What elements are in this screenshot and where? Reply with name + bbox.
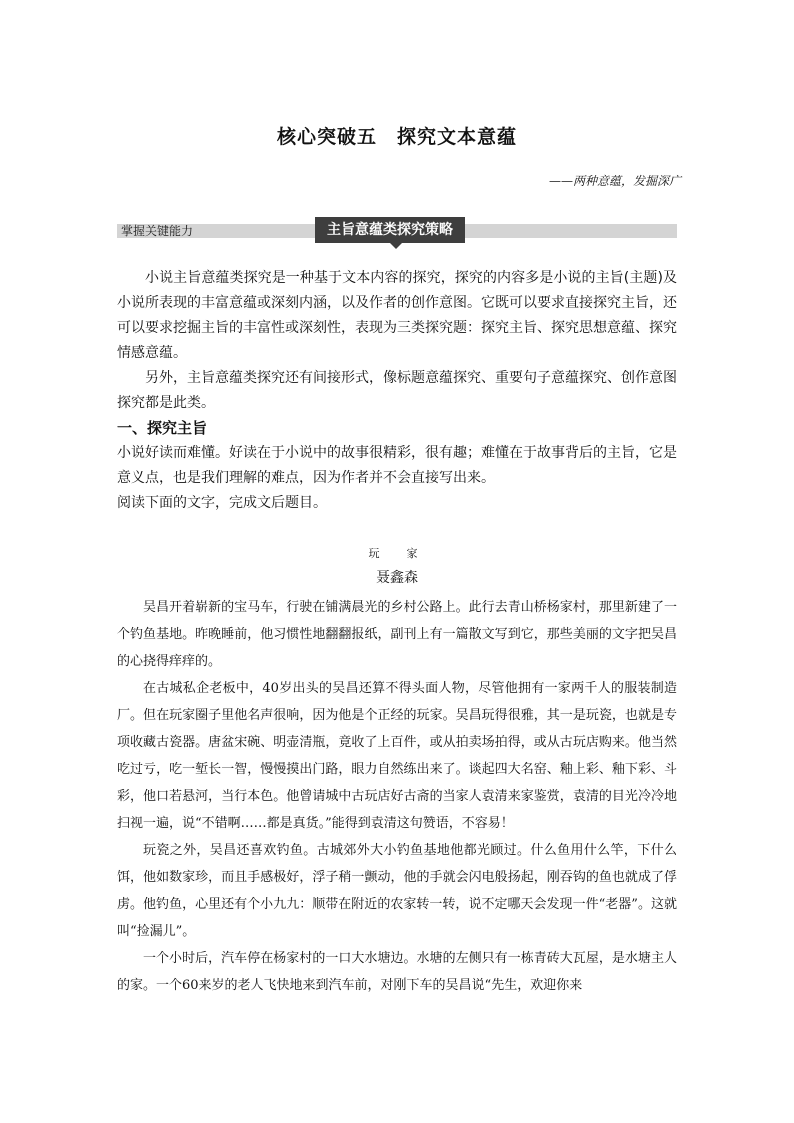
page-subtitle: ——两种意蕴，发掘深广 [548, 174, 681, 188]
story-paragraph: 一个小时后，汽车停在杨家村的一口大水塘边。水塘的左侧只有一栋青砖大瓦屋，是水塘主人的家。一个60来岁的老人飞快地来到汽车前，对刚下车的吴昌说“先生，欢迎你来 [117, 951, 677, 993]
story-paragraph: 玩瓷之外，吴昌还喜欢钓鱼。古城郊外大小钓鱼基地他都光顾过。什么鱼用什么竿，下什么饵，他如数家珍，而且手感极好，浮子稍一颤动，他的手就会闪电般扬起，刚吞钩的鱼也就成了俘虏。他钓鱼，心里还有个小九九：顺带在附近的农家转一转，说不定哪天会发现一件“老器”。这就叫“捡漏儿”。 [117, 843, 677, 939]
section-heading: 一、探究主旨 [117, 419, 208, 437]
story-paragraph: 在古城私企老板中，40岁出头的吴昌还算不得头面人物，尽管他拥有一家两千人的服装制造厂。但在玩家圈子里他名声很响，因为他是个正经的玩家。吴昌玩得很雅，其一是玩瓷，也就是专项收藏古瓷器。唐盆宋碗、明壶清瓶，竟收了上百件，或从拍卖场拍得，或从古玩店购来。他当然吃过亏，吃一堑长一智，慢慢摸出门路，眼力自然练出来了。谈起四大名窑、釉上彩、釉下彩、斗彩，他口若悬河，当行本色。他曾请城中古玩店好古斋的当家人袁清来家鉴赏，袁清的目光冷冷地扫视一遍，说“不错啊……都是真货。”能得到袁清这句赞语，不容易！ [117, 681, 677, 831]
banner-left-label: 掌握关键能力 [121, 224, 194, 238]
banner-tag: 主旨意蕴类探究策略 [315, 217, 465, 243]
story-body [117, 594, 677, 999]
intro-paragraph-2: 另外，主旨意蕴类探究还有间接形式，像标题意蕴探究、重要句子意蕴探究、创作意图探究都是此类。 [117, 370, 677, 411]
intro-paragraph-1: 小说主旨意蕴类探究是一种基于文本内容的探究，探究的内容多是小说的主旨(主题)及小说所表现的丰富意蕴或深刻内涵，以及作者的创作意图。它既可以要求直接探究主旨，还可以要求挖掘主旨的丰富性或深刻性，表现为三类探究题：探究主旨、探究思想意蕴、探究情感意蕴。 [117, 270, 677, 361]
story-paragraph: 吴昌开着崭新的宝马车，行驶在铺满晨光的乡村公路上。此行去青山桥杨家村，那里新建了一个钓鱼基地。昨晚睡前，他习惯性地翻翻报纸，副刊上有一篇散文写到它，那些美丽的文字把吴昌的心挠得痒痒的。 [117, 600, 677, 669]
story-author: 聂鑫森 [376, 570, 418, 586]
intro-block [117, 266, 677, 516]
reading-instruction: 阅读下面的文字，完成文后题目。 [117, 495, 327, 511]
page-title: 核心突破五 探究文本意蕴 [276, 126, 517, 148]
section-paragraph: 小说好读而难懂。好读在于小说中的故事很精彩，很有趣；难懂在于故事背后的主旨，它是意义点，也是我们理解的难点，因为作者并不会直接写出来。 [117, 445, 677, 486]
story-title: 玩 家 [368, 547, 426, 560]
banner-tag-pointer [390, 243, 402, 249]
